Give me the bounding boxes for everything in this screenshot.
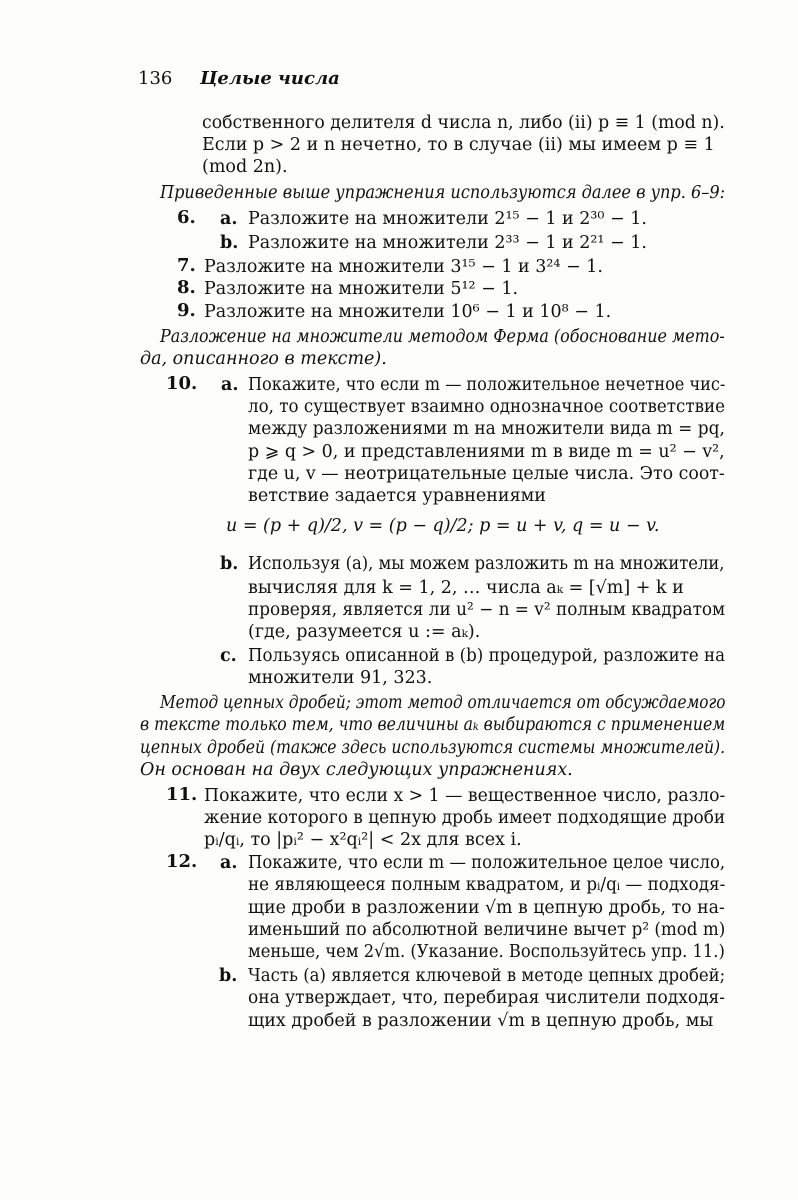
text-line: Используя (a), мы можем разложить m на множители, bbox=[248, 554, 725, 574]
running-title: Целые числа bbox=[200, 68, 340, 89]
text-line: Разложите на множители 2¹⁵ − 1 и 2³⁰ − 1. bbox=[248, 209, 647, 229]
exercise-number: 7. bbox=[177, 255, 196, 276]
exercise-number: 10. bbox=[166, 373, 198, 394]
text-line: (mod 2n). bbox=[202, 157, 288, 177]
text-line: Часть (a) является ключевой в методе цепных дробей; bbox=[248, 966, 726, 986]
section-intro: в тексте только тем, что величины aₖ выбираются с применением bbox=[140, 715, 726, 735]
section-intro: Приведенные выше упражнения используются далее в упр. 6–9: bbox=[160, 183, 726, 203]
exercise-number: 8. bbox=[177, 277, 196, 298]
text-line: между разложениями m на множители вида m = pq, bbox=[248, 419, 725, 439]
text-line: Разложите на множители 10⁶ − 1 и 10⁸ − 1. bbox=[204, 302, 612, 322]
section-intro: цепных дробей (также здесь используются системы множителей). bbox=[140, 738, 726, 758]
part-label: a. bbox=[220, 853, 238, 873]
text-line: ветствие задается уравнениями bbox=[248, 486, 546, 506]
text-line: именьший по абсолютной величине вычет p² (mod m) bbox=[248, 920, 726, 940]
text-line: p ⩾ q > 0, и представлениями m в виде m = u² − v², bbox=[248, 442, 725, 462]
display-equation: u = (p + q)/2, v = (p − q)/2; p = u + v, q = u − v. bbox=[226, 516, 660, 536]
text-line: она утверждает, что, перебирая числители подходя- bbox=[248, 988, 726, 1008]
text-line: Покажите, что если m — положительное нечетное чис- bbox=[248, 375, 726, 395]
text-line: где u, v — неотрицательные целые числа. Это соот- bbox=[248, 464, 725, 484]
exercise-number: 9. bbox=[177, 300, 196, 321]
text-line: (где, разумеется u := aₖ). bbox=[248, 622, 481, 642]
part-label: b. bbox=[220, 554, 239, 574]
page-number: 136 bbox=[138, 68, 173, 89]
text-line: проверяя, является ли u² − n = v² полным квадратом bbox=[248, 600, 726, 620]
text-line: Если p > 2 и n нечетно, то в случае (ii) мы имеем p ≡ 1 bbox=[202, 135, 715, 155]
exercise-number: 6. bbox=[177, 207, 196, 228]
text-line: меньше, чем 2√m. (Указание. Воспользуйтесь упр. 11.) bbox=[248, 942, 725, 962]
text-line: множители 91, 323. bbox=[248, 668, 433, 688]
section-intro: Он основан на двух следующих упражнениях. bbox=[140, 760, 573, 780]
part-label: a. bbox=[220, 209, 238, 229]
text-line: щих дробей в разложении √m в цепную дробь, мы bbox=[248, 1011, 714, 1031]
part-label: c. bbox=[220, 646, 237, 666]
section-intro: да, описанного в тексте). bbox=[140, 349, 387, 369]
text-line: pᵢ/qᵢ, то |pᵢ² − x²qᵢ²| < 2x для всех i. bbox=[204, 830, 522, 850]
part-label: b. bbox=[220, 233, 239, 253]
text-line: не являющееся полным квадратом, и pᵢ/qᵢ — подходя- bbox=[248, 875, 726, 895]
section-intro: Метод цепных дробей; этот метод отличается от обсуждаемого bbox=[160, 693, 726, 713]
text-line: Пользуясь описанной в (b) процедурой, разложите на bbox=[248, 646, 726, 666]
text-line: собственного делителя d числа n, либо (ii) p ≡ 1 (mod n). bbox=[202, 113, 725, 133]
text-line: Покажите, что если x > 1 — вещественное число, разло- bbox=[204, 786, 726, 806]
part-label: b. bbox=[219, 966, 238, 986]
text-line: Покажите, что если m — положительное целое число, bbox=[248, 853, 726, 873]
text-line: ло, то существует взаимно однозначное соответствие bbox=[248, 397, 726, 417]
text-line: щие дроби в разложении √m в цепную дробь, то на- bbox=[248, 898, 725, 918]
text-line: Разложите на множители 2³³ − 1 и 2²¹ − 1. bbox=[248, 233, 647, 253]
text-line: Разложите на множители 5¹² − 1. bbox=[204, 279, 519, 299]
section-intro: Разложение на множители методом Ферма (обоснование мето- bbox=[160, 327, 725, 347]
exercise-number: 12. bbox=[166, 851, 198, 872]
part-label: a. bbox=[221, 375, 239, 395]
exercise-number: 11. bbox=[166, 784, 198, 805]
text-line: вычисляя для k = 1, 2, … числа aₖ = [√m] + k и bbox=[248, 578, 684, 598]
text-line: жение которого в цепную дробь имеет подходящие дроби bbox=[204, 808, 726, 828]
text-line: Разложите на множители 3¹⁵ − 1 и 3²⁴ − 1. bbox=[204, 257, 603, 277]
